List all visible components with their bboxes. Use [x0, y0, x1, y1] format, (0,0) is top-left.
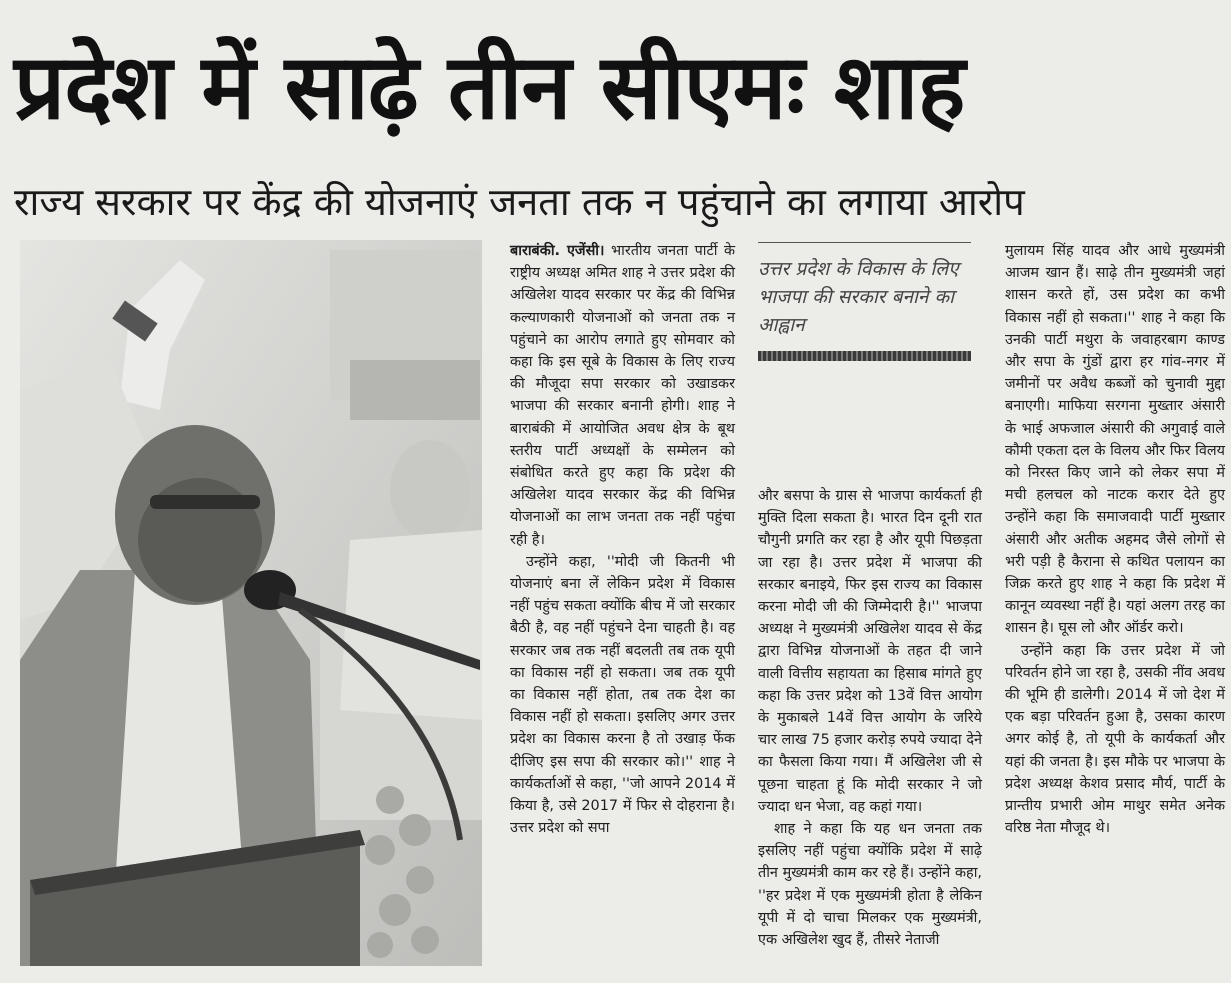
article-paragraph: और बसपा के ग्रास से भाजपा कार्यकर्ता ही मुक्ति दिला सकता है। भारत दिन दूनी रात चौगुनी प्रगति कर रहा है और यूपी पिछड़ता जा रहा है। उत्तर प्रदेश में भाजपा की सरकार बनाइये, फिर इस राज्य का विकास करना मोदी जी की जिम्मेदारी है।'' भाजपा अध्यक्ष ने मुख्यमंत्री अखिलेश यादव से केंद्र द्वारा विभिन्न योजनाओं के तहत दी जाने वाली वित्तीय सहायता का हिसाब मांगते हुए कहा कि उत्तर प्रदेश को 13वें वित्त आयोग के मुकाबले 14वें वित्त आयोग के जरिये चार लाख 75 हजार करोड़ रुपये ज्यादा देने का फैसला किया गया। मैं अखिलेश जी से पूछना चाहता हूं कि मोदी सरकार ने जो ज्यादा धन भेजा, वह कहां गया।: [758, 488, 982, 815]
paragraph-text: भारतीय जनता पार्टी के राष्ट्रीय अध्यक्ष अमित शाह ने उत्तर प्रदेश की अखिलेश यादव सरकार पर केंद्र की विभिन्न कल्याणकारी योजनाओं को जनता तक न पहुंचाने का आरोप लगाते हुए सोमवार को कहा कि इस सूबे के विकास के लिए राज्य की मौजूदा सपा सरकार को उखाडकर भाजपा की सरकार बनानी होगी। शाह ने बाराबंकी में आयोजित अवध क्षेत्र के बूथ स्तरीय पार्टी अध्यक्षों के सम्मेलन को संबोधित करते हुए कहा कि प्रदेश की अखिलेश यादव सरकार केंद्र की विभिन्न योजनाओं का लाभ जनता तक नहीं पहुंचा रही है।: [510, 243, 736, 548]
pullquote-rule: [758, 351, 971, 361]
dateline: बाराबंकी. एजेंसी।: [510, 243, 605, 259]
pullquote-text: उत्तर प्रदेश के विकास के लिए भाजपा की सरकार बनाने का आह्वान: [758, 258, 959, 336]
article-column-3: [1005, 240, 1225, 839]
article-paragraph: [510, 240, 735, 551]
article-paragraph: उन्होंने कहा, ''मोदी जी कितनी भी योजनाएं बना लें लेकिन प्रदेश में विकास नहीं पहुंच सकता क्योंकि बीच में जो सरकार बैठी है, वह नहीं पहुंचने देना चाहती है। वह सरकार जब तक नहीं बदलती तब तक यूपी का विकास नहीं हो सकता। जब तक यूपी का विकास नहीं होता, तब तक देश का विकास नहीं हो सकता। इसलिए अगर उत्तर प्रदेश का विकास करना है तो उखाड़ फेंक दीजिए इस सपा की सरकार को।'' शाह ने कार्यकर्ताओं से कहा, ''जो आपने 2014 में किया है, उसे 2017 में फिर से दोहराना है। उत्तर प्रदेश को सपा: [510, 553, 735, 837]
speaker-photo-image: [20, 240, 482, 966]
speaker-photo: [20, 240, 482, 966]
article-paragraph: मुलायम सिंह यादव और आधे मुख्यमंत्री आजम खान हैं। साढ़े तीन मुख्यमंत्री जहां शासन करते हों, उस प्रदेश का कभी विकास नहीं हो सकता।'' शाह ने कहा कि उनकी पार्टी मथुरा के जवाहरबाग काण्ड और सपा के गुंडों द्वारा हर गांव-नगर में जमीनों पर अवैध कब्जों को चुनावी मुद्दा बनाएगी। माफिया सरगना मुख्तार अंसारी के भाई अफजाल अंसारी की अगुवाई वाले कौमी एकता दल के विलय और फिर विलय को निरस्त किए जाने को लेकर सपा में मची हलचल को नाटक करार देते हुए उन्होंने कहा कि समाजवादी पार्टी मुख्तार अंसारी और अतीक अहमद जैसे लोगों से भरी पड़ी है कैराना से कथित पलायन का जिक्र करते हुए शाह ने कहा कि प्रदेश में कानून व्यवस्था नहीं है। यहां अलग तरह का शासन है। घूस लो और ऑर्डर करो।: [1005, 243, 1225, 637]
pullquote-box: [758, 242, 971, 361]
article-paragraph: शाह ने कहा कि यह धन जनता तक इसलिए नहीं पहुंचा क्योंकि प्रदेश में साढ़े तीन मुख्यमंत्री काम कर रहे हैं। उन्होंने कहा, ''हर प्रदेश में एक मुख्यमंत्री होता है लेकिन यूपी में दो चाचा मिलकर एक मुख्यमंत्री, एक अखिलेश खुद हैं, तीसरे नेताजी: [758, 821, 982, 949]
article-column-1: [510, 240, 735, 839]
article-column-2: [758, 485, 982, 951]
article-paragraph: उन्होंने कहा कि उत्तर प्रदेश में जो परिवर्तन होने जा रहा है, उसकी नींव अवध की भूमि ही डालेगी। 2014 में जो देश में एक बड़ा परिवर्तन हुआ है, उसका कारण अगर कोई है, तो यूपी के कार्यकर्ता और यहां की जनता है। इस मौके पर भाजपा के प्रदेश अध्यक्ष केशव प्रसाद मौर्य, पार्टी के प्रान्तीय प्रभारी ओम माथुर समेत अनेक वरिष्ठ नेता मौजूद थे।: [1005, 642, 1225, 837]
headline: प्रदेश में साढ़े तीन सीएमः शाह: [14, 35, 965, 140]
subheadline: राज्य सरकार पर केंद्र की योजनाएं जनता तक न पहुंचाने का लगाया आरोप: [14, 180, 1025, 224]
